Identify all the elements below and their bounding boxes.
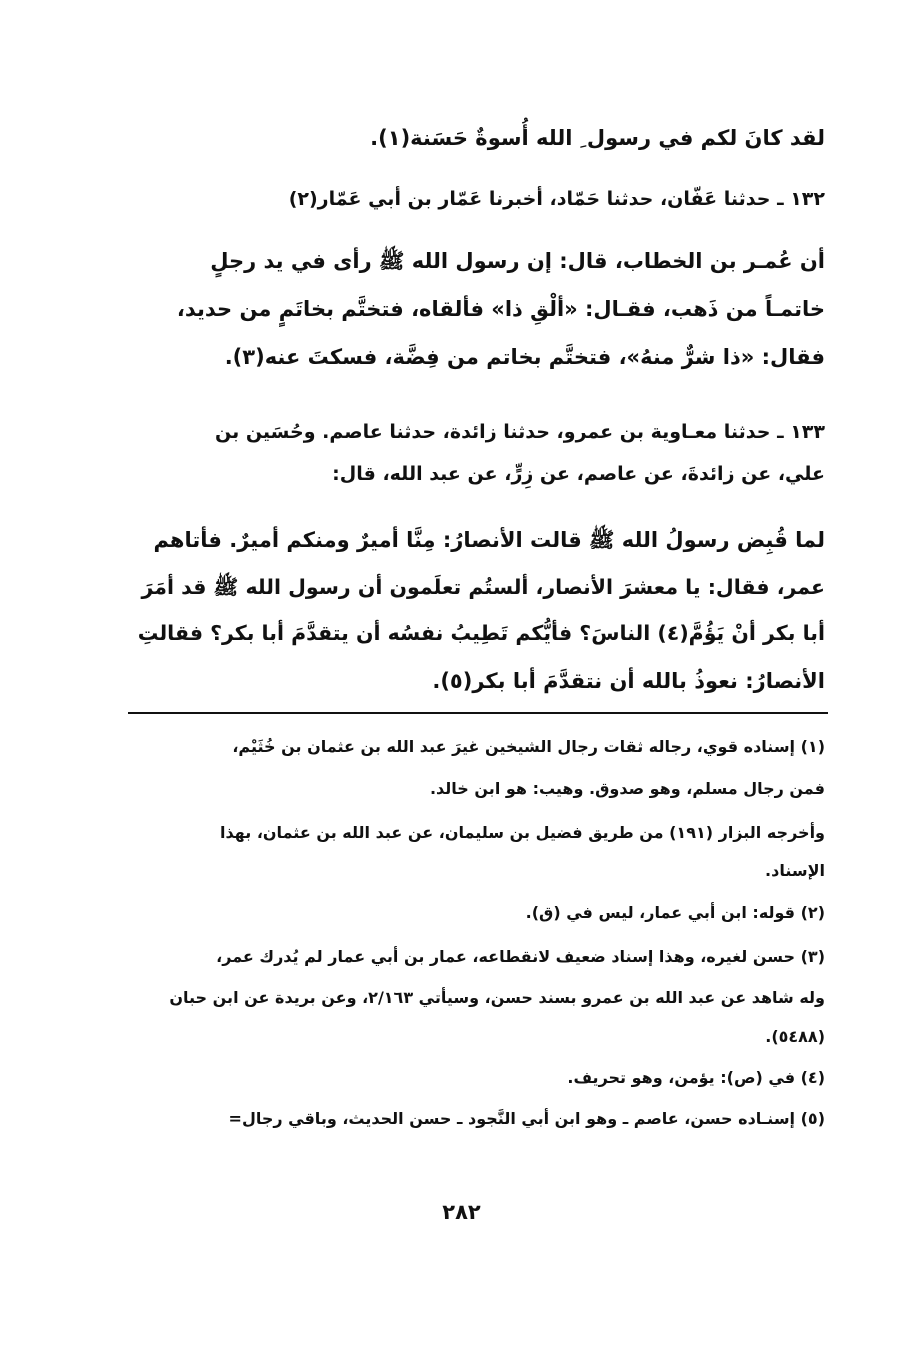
footnote-separator	[128, 712, 828, 714]
chain-line: ١٣٢ ـ حدثنا عَفّان، حدثنا حَمّاد، أخبرنا عَمّار بن أبي عَمّار(٢)	[288, 188, 825, 210]
page-number: ٢٨٢	[442, 1200, 481, 1224]
footnote-line: (٢) قوله: ابن أبي عمار، ليس في (ق).	[525, 903, 825, 922]
text-line: لما قُبِض رسولُ الله ﷺ قالت الأنصارُ: مِنَّا أميرٌ ومنكم أميرٌ. فأتاهم	[153, 528, 825, 552]
text-line: فقال: «ذا شرٌّ منهُ»، فتختَّم بخاتم من فِضَّة، فسكتَ عنه(٣).	[224, 345, 825, 369]
quran-verse-line: لقد كانَ لكم في رسول ِ الله أُسوةٌ حَسَنة(١).	[370, 126, 825, 150]
chain-line: علي، عن زائدةَ، عن عاصم، عن زِرٍّ، عن عبد الله، قال:	[332, 463, 825, 485]
text-line: أن عُمـر بن الخطاب، قال: إن رسول الله ﷺ رأى في يد رجلٍ	[210, 249, 825, 273]
text-line: عمر، فقال: يا معشرَ الأنصار، ألستُم تعلَمون أن رسول الله ﷺ قد أمَرَ	[141, 575, 825, 599]
footnote-line: (٥٤٨٨).	[765, 1027, 825, 1046]
footnote-line: (١) إسناده قوي، رجاله ثقات رجال الشيخين غيرَ عبد الله بن عثمان بن خُثَيْم،	[232, 737, 825, 756]
footnote-line: وله شاهد عن عبد الله بن عمرو بسند حسن، وسيأتي ٢/١٦٣، وعن بريدة عن ابن حبان	[169, 988, 825, 1007]
footnote-line: فمن رجال مسلم، وهو صدوق. وهيب: هو ابن خالد.	[429, 779, 825, 798]
footnote-line: وأخرجه البزار (١٩١) من طريق فضيل بن سليمان، عن عبد الله بن عثمان، بهذا	[219, 823, 825, 842]
text-line: الأنصارُ: نعوذُ بالله أن نتقدَّمَ أبا بكر(٥).	[432, 669, 825, 693]
footnote-line: (٤) في (ص): يؤمن، وهو تحريف.	[567, 1068, 825, 1087]
text-line: أبا بكر أنْ يَؤُمَّ(٤) الناسَ؟ فأيُّكم تَطِيبُ نفسُه أن يتقدَّمَ أبا بكر؟ فقالتِ	[137, 621, 825, 645]
footnote-line: الإسناد.	[765, 861, 825, 880]
chain-line: ١٣٣ ـ حدثنا معـاوية بن عمرو، حدثنا زائدة، حدثنا عاصم. وحُسَين بن	[214, 421, 825, 443]
footnote-line: (٥) إسنـاده حسن، عاصم ـ وهو ابن أبي النَّجود ـ حسن الحديث، وباقي رجال=	[228, 1109, 825, 1128]
text-line: خاتمـاً من ذَهب، فقـال: «ألْقِ ذا» فألقاه، فتختَّم بخاتَمٍ من حديد،	[176, 297, 825, 321]
footnote-line: (٣) حسن لغيره، وهذا إسناد ضعيف لانقطاعه، عمار بن أبي عمار لم يُدرك عمر،	[216, 947, 825, 966]
